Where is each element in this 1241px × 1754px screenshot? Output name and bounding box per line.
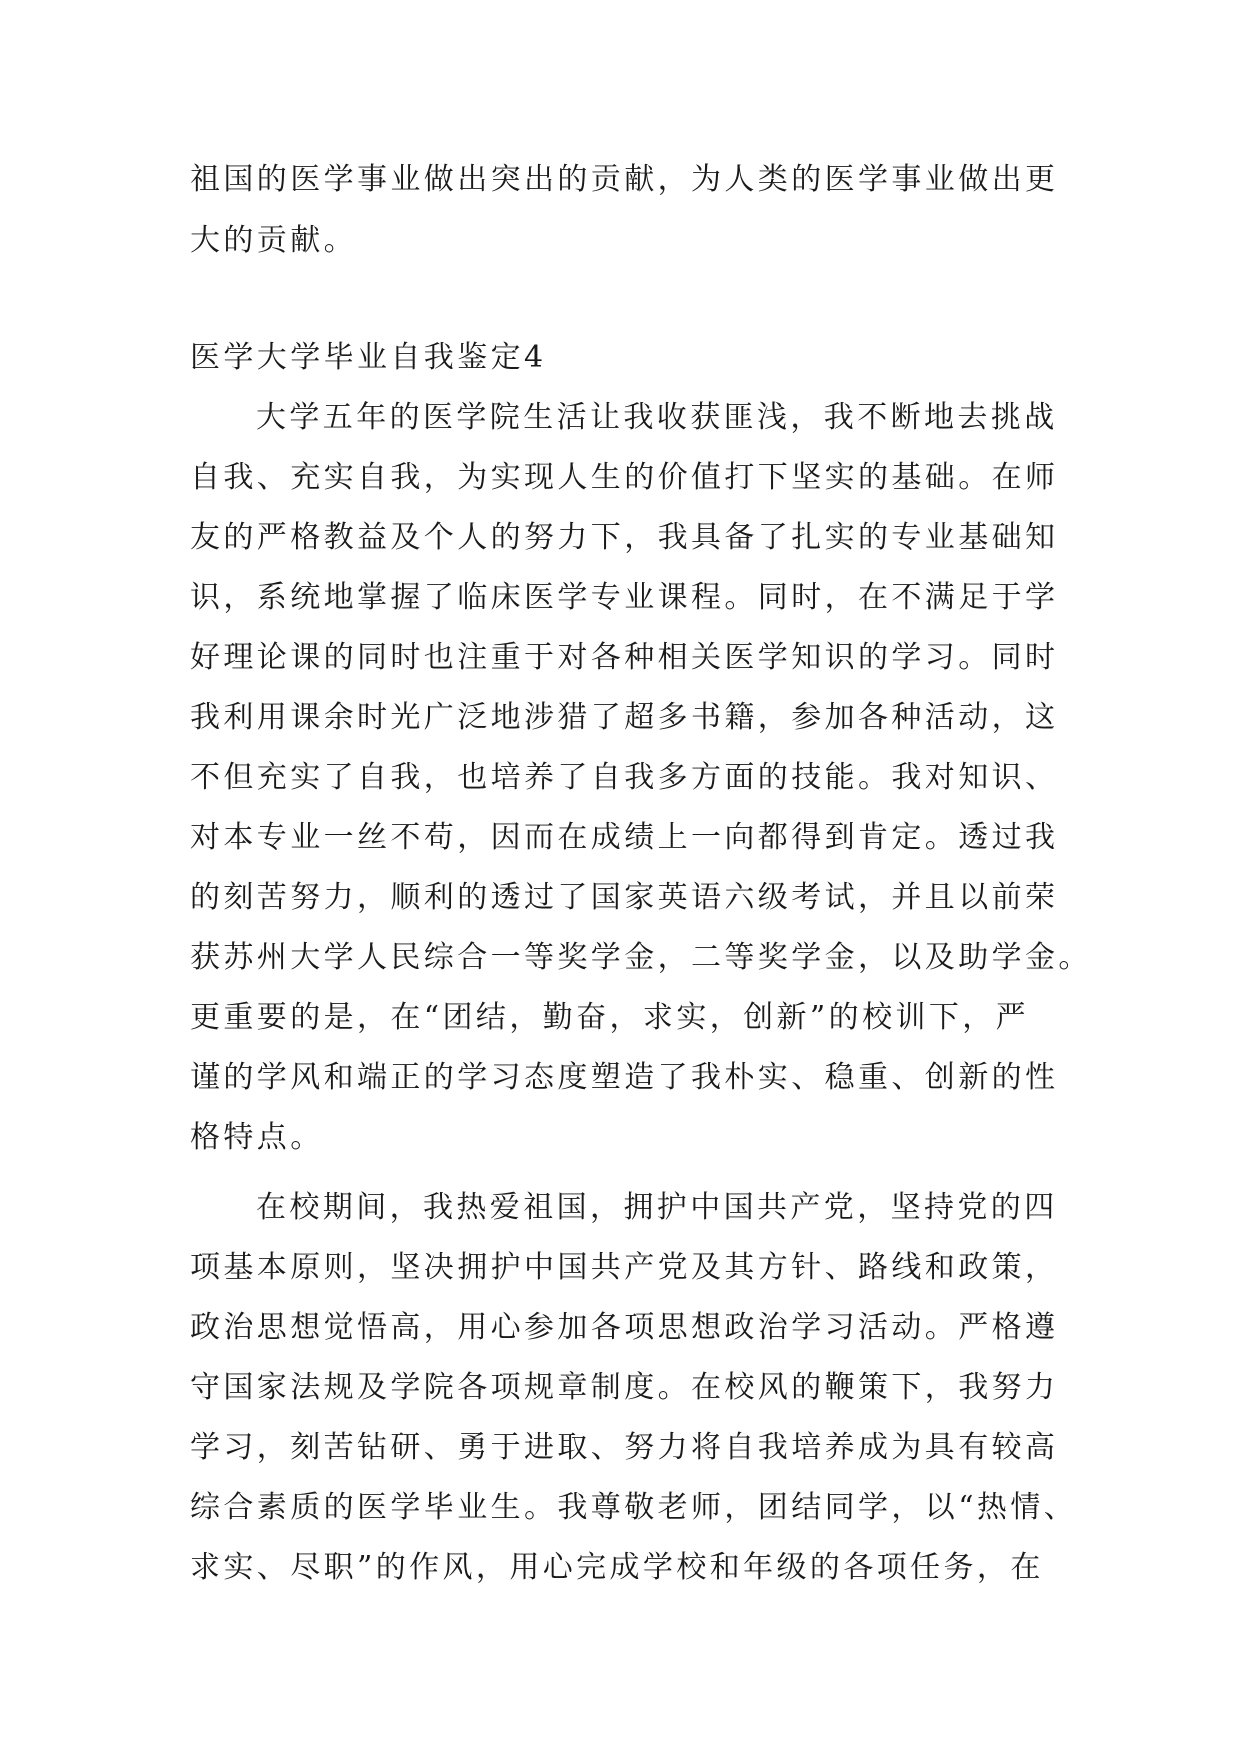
- text-line: 更重要的是，在“团结，勤奋，求实，创新”的校训下，严: [190, 1000, 1030, 1035]
- text-line: 综合素质的医学毕业生。我尊敬老师，团结同学，以“热情、: [190, 1490, 1078, 1525]
- text-line: 学习，刻苦钻研、勇于进取、努力将自我培养成为具有较高: [190, 1430, 1059, 1465]
- paragraph-first-line: 大学五年的医学院生活让我收获匪浅，我不断地去挑战: [256, 400, 1058, 435]
- text-line: 好理论课的同时也注重于对各种相关医学知识的学习。同时: [190, 640, 1059, 675]
- text-line: 识，系统地掌握了临床医学专业课程。同时，在不满足于学: [190, 580, 1059, 615]
- text-line: 祖国的医学事业做出突出的贡献，为人类的医学事业做出更: [190, 162, 1059, 197]
- text-line: 求实、尽职”的作风，用心完成学校和年级的各项任务，在: [190, 1550, 1044, 1585]
- text-line: 项基本原则，坚决拥护中国共产党及其方针、路线和政策，: [190, 1250, 1059, 1285]
- text-line: 守国家法规及学院各项规章制度。在校风的鞭策下，我努力: [190, 1370, 1059, 1405]
- text-line: 谨的学风和端正的学习态度塑造了我朴实、稳重、创新的性: [190, 1060, 1059, 1095]
- text-line: 自我、充实自我，为实现人生的价值打下坚实的基础。在师: [190, 460, 1059, 495]
- text-line: 大的贡献。: [190, 223, 357, 258]
- text-line: 的刻苦努力，顺利的透过了国家英语六级考试，并且以前荣: [190, 880, 1059, 915]
- text-line: 友的严格教益及个人的努力下，我具备了扎实的专业基础知: [190, 520, 1059, 555]
- section-heading: 医学大学毕业自我鉴定4: [190, 340, 547, 375]
- text-line: 对本专业一丝不苟，因而在成绩上一向都得到肯定。透过我: [190, 820, 1059, 855]
- paragraph-first-line: 在校期间，我热爱祖国，拥护中国共产党，坚持党的四: [256, 1190, 1058, 1225]
- text-line: 不但充实了自我，也培养了自我多方面的技能。我对知识、: [190, 760, 1059, 795]
- text-line: 我利用课余时光广泛地涉猎了超多书籍，参加各种活动，这: [190, 700, 1059, 735]
- text-line: 政治思想觉悟高，用心参加各项思想政治学习活动。严格遵: [190, 1310, 1059, 1345]
- text-line: 获苏州大学人民综合一等奖学金，二等奖学金，以及助学金。: [190, 940, 1092, 975]
- text-line: 格特点。: [190, 1120, 324, 1155]
